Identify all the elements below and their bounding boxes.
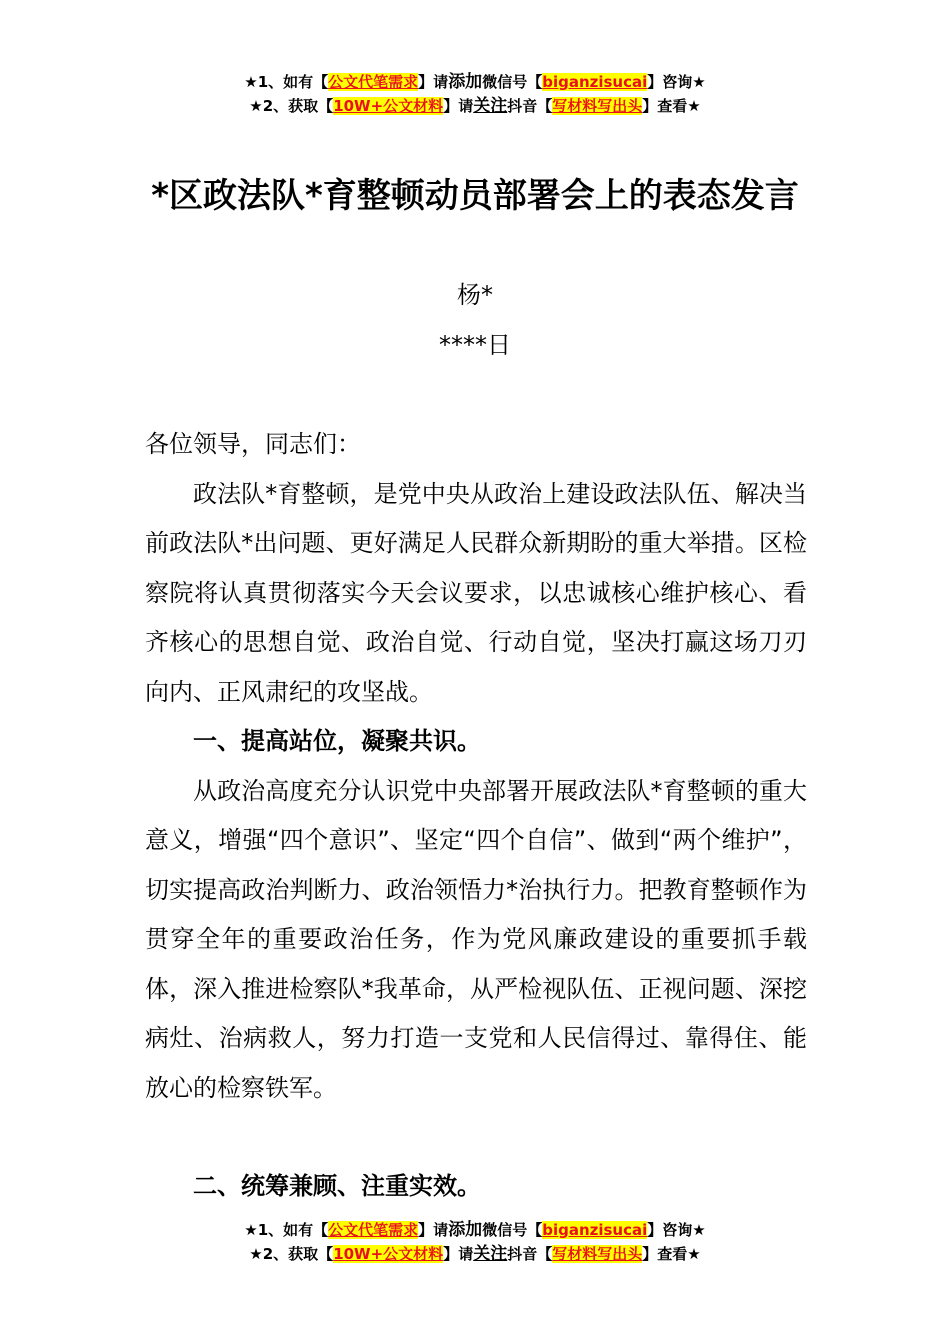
banner-text: 】查看★ <box>642 97 701 115</box>
banner-text: 】请 <box>418 73 449 91</box>
banner-emphasis: 添加 <box>448 1220 483 1240</box>
banner-line-1 <box>0 1218 950 1242</box>
section-heading-2: 二、统筹兼顾、注重实效。 <box>193 1172 481 1200</box>
spacer <box>145 1113 807 1162</box>
banner-highlight: 公文代笔需求 <box>328 73 419 91</box>
banner-text: 】查看★ <box>642 1245 701 1263</box>
banner-line-2 <box>0 94 950 118</box>
banner-emphasis: 关注 <box>473 96 508 116</box>
banner-text: 微信号【 <box>482 73 543 91</box>
banner-text: 】请 <box>418 1221 449 1239</box>
banner-text: 】咨询★ <box>647 73 706 91</box>
section-heading-1: 一、提高站位，凝聚共识。 <box>193 727 481 755</box>
banner-highlight: 写材料写出头 <box>552 97 643 115</box>
document-title: *区政法队*育整顿动员部署会上的表态发言 <box>151 176 799 216</box>
banner-text: ★2、获取【 <box>249 1245 334 1263</box>
banner-text: 微信号【 <box>482 1221 543 1239</box>
banner-text: ★2、获取【 <box>249 97 334 115</box>
banner-highlight: biganzisucai <box>542 1221 648 1239</box>
banner-line-2 <box>0 1242 950 1266</box>
banner-text: 抖音【 <box>507 97 553 115</box>
paragraph-2: 从政治高度充分认识党中央部署开展政法队*育整顿的重大意义，增强“四个意识”、坚定“四个自信”、做到“两个维护”，切实提高政治判断力、政治领悟力*治执行力。把教育整顿作为贯穿全年的重要政治任务，作为党风廉政建设的重要抓手载体，深入推进检察队*我革命，从严检视队伍、正视问题、深挖病灶、治病救人，努力打造一支党和人民信得过、靠得住、能放心的检察铁军。 <box>145 776 807 1102</box>
document-body <box>145 420 807 1212</box>
footer-banner <box>0 1218 950 1266</box>
banner-text: 抖音【 <box>507 1245 553 1263</box>
banner-text: ★1、如有【 <box>244 1221 329 1239</box>
paragraph-1: 政法队*育整顿，是党中央从政治上建设政法队伍、解决当前政法队*出问题、更好满足人民群众新期盼的重大举措。区检察院将认真贯彻落实今天会议要求，以忠诚核心维护核心、看齐核心的思想自觉、政治自觉、行动自觉，坚决打赢这场刀刃向内、正风肃纪的攻坚战。 <box>145 479 807 706</box>
banner-highlight: 公文代笔需求 <box>328 1221 419 1239</box>
banner-highlight: 10W+公文材料 <box>333 1245 444 1263</box>
document-date: ****日 <box>439 331 511 359</box>
banner-highlight: 写材料写出头 <box>552 1245 643 1263</box>
banner-text: 】请 <box>443 97 474 115</box>
banner-text: 】咨询★ <box>647 1221 706 1239</box>
header-banner <box>0 70 950 118</box>
banner-highlight: biganzisucai <box>542 73 648 91</box>
banner-highlight: 10W+公文材料 <box>333 97 444 115</box>
banner-text: ★1、如有【 <box>244 73 329 91</box>
document-author: 杨* <box>457 281 493 309</box>
banner-emphasis: 关注 <box>473 1244 508 1264</box>
banner-text: 】请 <box>443 1245 474 1263</box>
banner-line-1 <box>0 70 950 94</box>
banner-emphasis: 添加 <box>448 72 483 92</box>
salutation: 各位领导，同志们： <box>145 430 361 458</box>
